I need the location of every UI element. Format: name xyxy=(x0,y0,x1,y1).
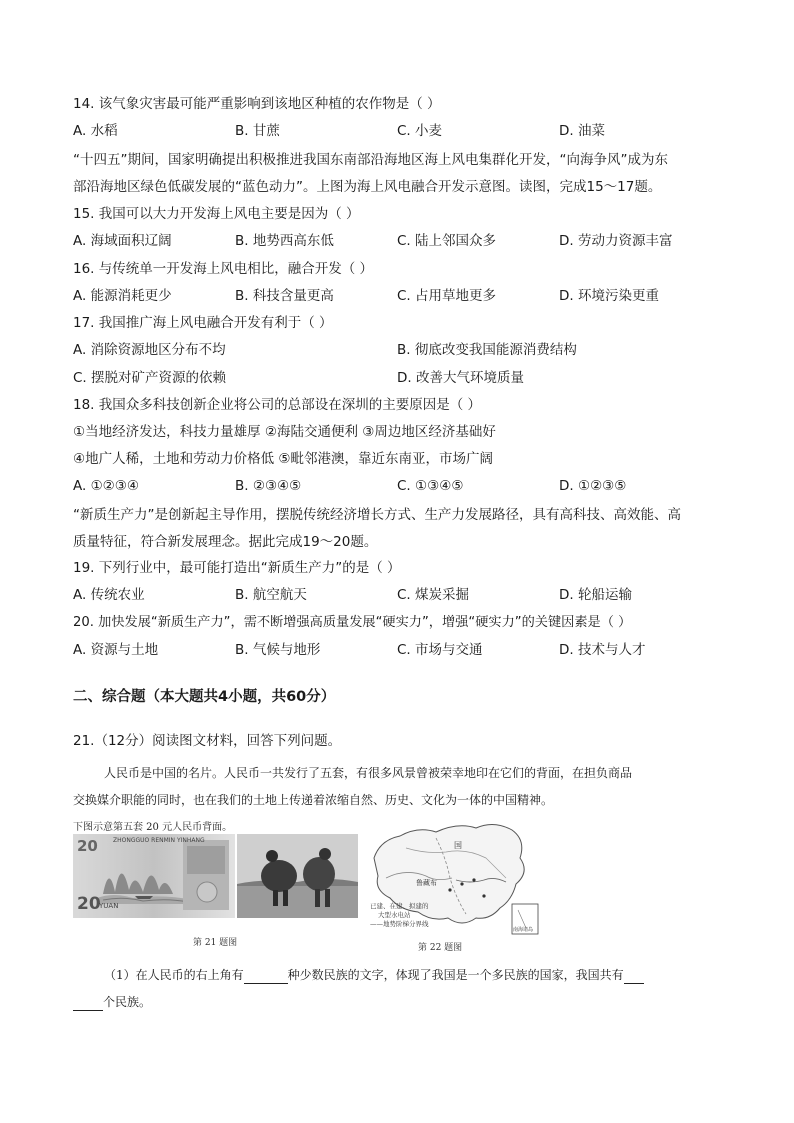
question-19-stem: 19. 下列行业中，最可能打造出“新质生产力”的是（ ） xyxy=(73,560,401,576)
q21-sub1-part-b: 种少数民族的文字，体现了我国是一个多民族的国家，我国共有 xyxy=(287,968,624,982)
banknote-value-top: 20 xyxy=(77,837,98,855)
q16-option-d: D. 环境污染更重 xyxy=(559,288,659,304)
q14-option-a: A. 水稻 xyxy=(73,123,118,139)
section-2-heading: 二、综合题（本大题共4小题，共60分） xyxy=(73,689,336,705)
q15-option-b: B. 地势西高东低 xyxy=(235,233,334,249)
answer-blank-2b[interactable] xyxy=(73,997,103,1011)
question-16-stem: 16. 与传统单一开发海上风电相比，融合开发（ ） xyxy=(73,261,374,277)
grassland-photo-illustration xyxy=(237,834,358,918)
q21-sub1-part-c: 个民族。 xyxy=(103,995,152,1009)
banknote-image xyxy=(73,834,235,918)
q20-option-b: B. 气候与地形 xyxy=(235,642,321,658)
answer-blank-1[interactable] xyxy=(244,970,288,984)
q19-option-a: A. 传统农业 xyxy=(73,587,145,603)
figure-22-caption: 第 22 题图 xyxy=(418,943,463,953)
q14-option-d: D. 油菜 xyxy=(559,123,605,139)
q20-option-a: A. 资源与土地 xyxy=(73,642,159,658)
china-map xyxy=(366,818,542,938)
q21-sub1-line-2 xyxy=(73,993,151,1011)
q21-material-line-1: 人民币是中国的名片。人民币一共发行了五套，有很多风景曾被荣幸地印在它们的背面，在担负商品 xyxy=(104,766,633,780)
question-14-stem: 14. 该气象灾害最可能严重影响到该地区种植的农作物是（ ） xyxy=(73,96,441,112)
q19-option-d: D. 轮船运输 xyxy=(559,587,632,603)
q21-sub1-part-a: （1）在人民币的右上角有 xyxy=(104,968,244,982)
passage-2-line-1: “新质生产力”是创新起主导作用，摆脱传统经济增长方式、生产力发展路径，具有高科技、高效能、高 xyxy=(73,507,681,523)
map-legend-1: 已建、在建、拟建的 xyxy=(370,902,429,910)
q21-sub1-line-1 xyxy=(104,966,644,984)
q18-option-d: D. ①②③⑤ xyxy=(559,478,627,494)
question-21-stem: 21.（12分）阅读图文材料，回答下列问题。 xyxy=(73,733,342,749)
q20-option-c: C. 市场与交通 xyxy=(397,642,483,658)
q14-option-b: B. 甘蔗 xyxy=(235,123,280,139)
q18-statements-2: ④地广人稀，土地和劳动力价格低 ⑤毗邻港澳，靠近东南亚，市场广阔 xyxy=(73,451,493,467)
q17-option-d: D. 改善大气环境质量 xyxy=(397,370,524,386)
q17-option-c: C. 摆脱对矿产资源的依赖 xyxy=(73,370,227,386)
grassland-photo xyxy=(237,834,358,918)
q15-option-c: C. 陆上邻国众多 xyxy=(397,233,497,249)
answer-blank-2a[interactable] xyxy=(624,970,644,984)
banknote-bank-name: ZHONGGUO RENMIN YINHANG xyxy=(113,837,205,844)
q16-option-b: B. 科技含量更高 xyxy=(235,288,334,304)
map-inset-label: 南海诸岛 xyxy=(513,927,534,933)
q18-option-b: B. ②③④⑤ xyxy=(235,478,302,494)
passage-2-line-2: 质量特征，符合新发展理念。据此完成19～20题。 xyxy=(73,534,378,550)
map-legend-3: ——地势阶梯分界线 xyxy=(370,920,429,928)
question-15-stem: 15. 我国可以大力开发海上风电主要是因为（ ） xyxy=(73,206,360,222)
q15-option-d: D. 劳动力资源丰富 xyxy=(559,233,673,249)
q16-option-a: A. 能源消耗更少 xyxy=(73,288,172,304)
map-label-guo: 国 xyxy=(454,841,462,850)
question-20-stem: 20. 加快发展“新质生产力”，需不断增强高质量发展“硬实力”，增强“硬实力”的关键因素是（ ） xyxy=(73,615,632,630)
q17-option-b: B. 彻底改变我国能源消费结构 xyxy=(397,342,577,358)
q15-option-a: A. 海域面积辽阔 xyxy=(73,233,172,249)
passage-1-line-1: “十四五”期间，国家明确提出积极推进我国东南部沿海地区海上风电集群化开发，“向海争风”成为东 xyxy=(73,152,668,168)
q17-option-a: A. 消除资源地区分布不均 xyxy=(73,342,226,358)
q16-option-c: C. 占用草地更多 xyxy=(397,288,497,304)
q19-option-b: B. 航空航天 xyxy=(235,587,307,603)
map-label-yarlung: 鲁藏布 xyxy=(416,879,437,887)
q14-option-c: C. 小麦 xyxy=(397,123,443,139)
q18-option-c: C. ①③④⑤ xyxy=(397,478,464,494)
banknote-yuan: YUAN xyxy=(99,902,119,910)
q19-option-c: C. 煤炭采掘 xyxy=(397,587,470,603)
banknote-value-bottom: 20 xyxy=(77,894,101,914)
question-18-stem: 18. 我国众多科技创新企业将公司的总部设在深圳的主要原因是（ ） xyxy=(73,397,482,413)
q20-option-d: D. 技术与人才 xyxy=(559,642,646,658)
q21-material-line-2: 交换媒介职能的同时，也在我们的土地上传递着浓缩自然、历史、文化为一体的中国精神。 xyxy=(73,793,554,807)
q18-option-a: A. ①②③④ xyxy=(73,478,139,494)
q18-statements-1: ①当地经济发达，科技力量雄厚 ②海陆交通便利 ③周边地区经济基础好 xyxy=(73,424,496,440)
question-17-stem: 17. 我国推广海上风电融合开发有利于（ ） xyxy=(73,315,333,331)
passage-1-line-2: 部沿海地区绿色低碳发展的“蓝色动力”。上图为海上风电融合开发示意图。读图，完成15～17题。 xyxy=(73,179,662,195)
figure-21-caption: 第 21 题图 xyxy=(193,938,238,948)
map-legend-2: 大型水电站 xyxy=(378,911,411,919)
figure-note: 下图示意第五套 20 元人民币背面。 xyxy=(73,822,233,833)
